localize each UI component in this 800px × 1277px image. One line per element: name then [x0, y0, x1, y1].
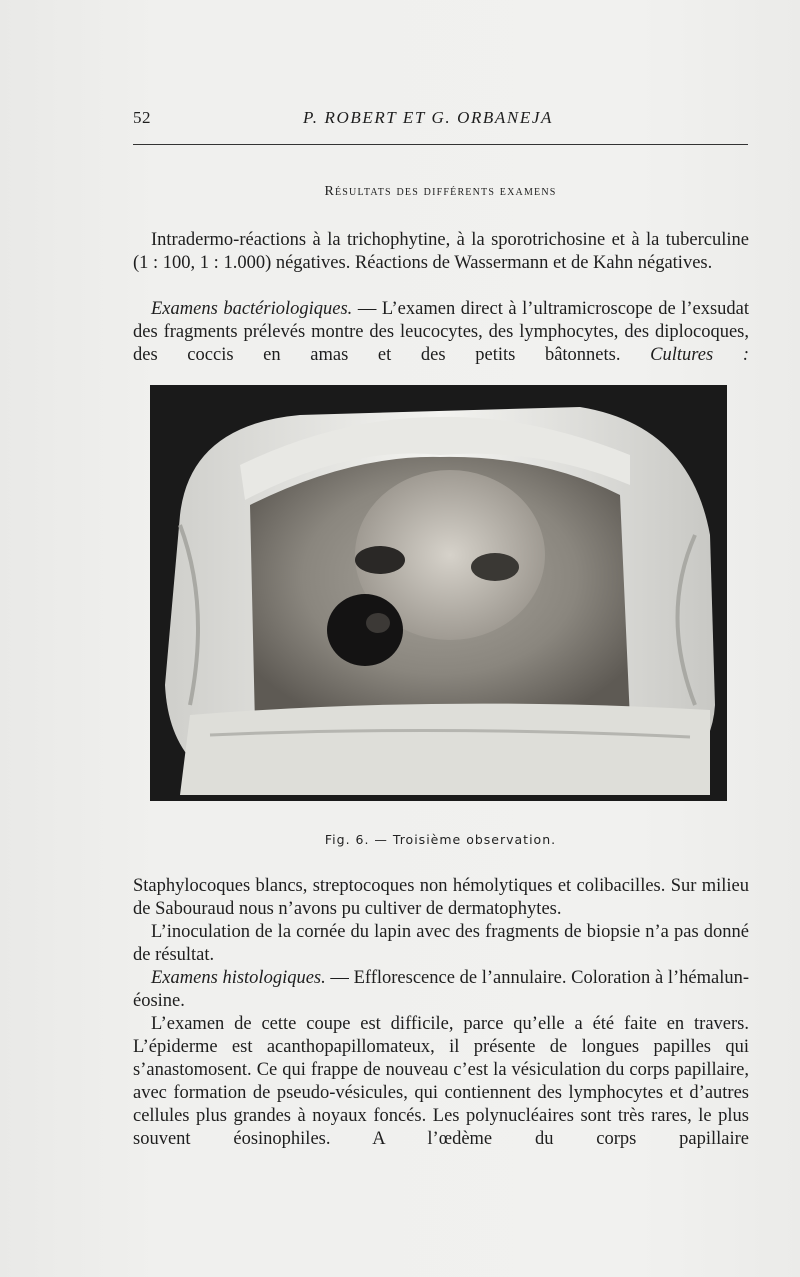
paragraph-histo [133, 967, 749, 1013]
paragraph-text: Intradermo-réactions à la trichophytine, à la sporotrichosine et à la tuberculine (1 : 100, 1 : 1.000) négatives. Réactions de Wassermann et de Kahn négatives. [133, 230, 749, 273]
paragraph-text: — L’examen direct à l’ultramicroscope de l’exsudat des fragments prélevés montre des leucocytes, des lymphocytes, des diplocoques, des coccis en amas et des petits bâtonnets. [133, 299, 750, 365]
paragraph-trail: Cultures : [650, 345, 749, 365]
page-header [133, 108, 748, 134]
paragraph-bacterio [133, 298, 749, 367]
running-head: P. ROBERT ET G. ORBANEJA [303, 108, 553, 127]
paragraph-inoculation [133, 921, 749, 967]
paragraph-lead: Examens histologiques. [151, 968, 326, 988]
patient-face-photo-icon [150, 385, 727, 801]
section-heading: Résultats des différents examens [324, 184, 557, 199]
figure-caption: Fig. 6. — Troisième observation. [324, 832, 557, 847]
paragraph-examen-coupe [133, 1013, 749, 1151]
paragraph-text: L’examen de cette coupe est difficile, parce qu’elle a été faite en travers. L’épiderme est acanthopapillomateux, il présente de longues papilles qui s’anastomosent. Ce qui frappe de nouveau c’est la vésiculation du corps papillaire, avec formation de pseudo-vésicules, qui contiennent des lymphocytes et d’autres cellules plus grandes à noyaux foncés. Les polynucléaires sont très rares, le plus souvent éosinophiles. A l’œdème du corps papillaire [133, 1014, 749, 1149]
figure-photo [150, 385, 727, 801]
page-number: 52 [133, 108, 151, 127]
header-rule [133, 144, 748, 145]
paragraph-text: Staphylocoques blancs, streptocoques non hémolytiques et colibacilles. Sur milieu de Sabouraud nous n’avons pu cultiver de dermatophytes. [133, 876, 749, 919]
paragraph-intradermo [133, 229, 749, 275]
paragraph-cultures [133, 875, 749, 921]
paragraph-text: — Efflorescence de l’annulaire. Coloration à l’hémalun-éosine. [133, 968, 749, 1011]
paragraph-lead: Examens bactériologiques. [151, 299, 353, 319]
paragraph-text: L’inoculation de la cornée du lapin avec des fragments de biopsie n’a pas donné de résultat. [133, 922, 749, 965]
